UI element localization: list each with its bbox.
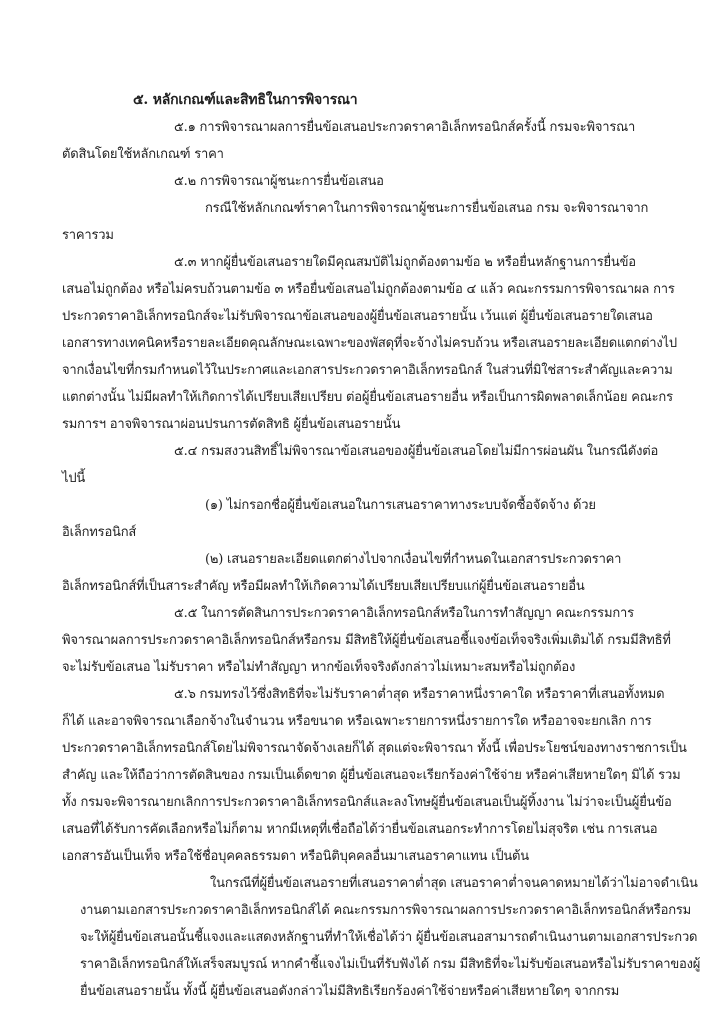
paragraph-line: ยื่นข้อเสนอรายนั้น ทั้งนี้ ผู้ยื่นข้อเสนอดังกล่าวไม่มีสิทธิเรียกร้องค่าใช้จ่ายหรือค่าเสียหายใดๆ จากกรม bbox=[80, 984, 620, 999]
paragraph-line: สำคัญ และให้ถือว่าการตัดสินของ กรมเป็นเด็ดขาด ผู้ยื่นข้อเสนอจะเรียกร้องค่าใช้จ่าย หรือค่าเสียหายใดๆ มิได้ รวม bbox=[62, 768, 681, 783]
paragraph-line: จากเงื่อนไขที่กรมกำหนดไว้ในประกาศและเอกสารประกวดราคาอิเล็กทรอนิกส์ ในส่วนที่มิใช่สาระสำคัญและความ bbox=[62, 363, 673, 378]
paragraph-line: ก็ได้ และอาจพิจารณาเลือกจ้างในจำนวน หรือขนาด หรือเฉพาะรายการหนึ่งรายการใด หรืออาจจะยกเลิก การ bbox=[62, 714, 652, 729]
paragraph-line: (๒) เสนอรายละเอียดแตกต่างไปจากเงื่อนไขที่กำหนดในเอกสารประกวดราคา bbox=[205, 552, 622, 567]
paragraph-line: รมการฯ อาจพิจารณาผ่อนปรนการตัดสิทธิ ผู้ยื่นข้อเสนอรายนั้น bbox=[62, 417, 401, 432]
paragraph-line: เสนอไม่ถูกต้อง หรือไม่ครบถ้วนตามข้อ ๓ หรือยื่นข้อเสนอไม่ถูกต้องตามข้อ ๔ แล้ว คณะกรรมการพิจารณาผล การ bbox=[62, 282, 675, 297]
paragraph-line: ทั้ง กรมจะพิจารณายกเลิกการประกวดราคาอิเล็กทรอนิกส์และลงโทษผู้ยื่นข้อเสนอเป็นผู้ทิ้งงาน ไม่ว่าจะเป็นผู้ยื่นข้อ bbox=[62, 795, 672, 810]
paragraph-line: ๕.๔ กรมสงวนสิทธิ์ไม่พิจารณาข้อเสนอของผู้ยื่นข้อเสนอโดยไม่มีการผ่อนผัน ในกรณีดังต่อ bbox=[174, 444, 659, 459]
section-heading: ๕. หลักเกณฑ์และสิทธิในการพิจารณา bbox=[133, 92, 358, 108]
paragraph-line: พิจารณาผลการประกวดราคาอิเล็กทรอนิกส์หรือกรม มีสิทธิให้ผู้ยื่นข้อเสนอชี้แจงข้อเท็จจริงเพิ่มเติมได้ กรมมีสิทธิที่ bbox=[62, 633, 671, 648]
paragraph-line: ประกวดราคาอิเล็กทรอนิกส์จะไม่รับพิจารณาข้อเสนอของผู้ยื่นข้อเสนอรายนั้น เว้นแต่ ผู้ยื่นข้อเสนอรายใดเสนอ bbox=[62, 309, 653, 324]
paragraph-line: ราคารวม bbox=[62, 228, 114, 243]
paragraph-line: อิเล็กทรอนิกส์ที่เป็นสาระสำคัญ หรือมีผลทำให้เกิดความได้เปรียบเสียเปรียบแก่ผู้ยื่นข้อเสนอรายอื่น bbox=[62, 579, 585, 594]
paragraph-line: ๕.๕ ในการตัดสินการประกวดราคาอิเล็กทรอนิกส์หรือในการทำสัญญา คณะกรรมการ bbox=[174, 606, 634, 621]
paragraph-line: แตกต่างนั้น ไม่มีผลทำให้เกิดการได้เปรียบเสียเปรียบ ต่อผู้ยื่นข้อเสนอรายอื่น หรือเป็นการผิดพลาดเล็กน้อย คณะกร bbox=[62, 390, 673, 405]
paragraph-line: งานตามเอกสารประกวดราคาอิเล็กทรอนิกส์ได้ คณะกรรมการพิจารณาผลการประกวดราคาอิเล็กทรอนิกส์หรือกรม bbox=[80, 903, 692, 918]
paragraph-line: ในกรณีที่ผู้ยื่นข้อเสนอรายที่เสนอราคาต่ำสุด เสนอราคาต่ำจนคาดหมายได้ว่าไม่อาจดำเนิน bbox=[210, 876, 698, 891]
paragraph-line: ไปนี้ bbox=[62, 471, 86, 486]
paragraph-line: เสนอที่ได้รับการคัดเลือกหรือไม่ก็ตาม หากมีเหตุที่เชื่อถือได้ว่ายื่นข้อเสนอกระทำการโดยไม่สุจริต เช่น การเสนอ bbox=[62, 822, 658, 837]
paragraph-line: เอกสารอันเป็นเท็จ หรือใช้ชื่อบุคคลธรรมดา หรือนิติบุคคลอื่นมาเสนอราคาแทน เป็นต้น bbox=[62, 849, 529, 864]
paragraph-line: ตัดสินโดยใช้หลักเกณฑ์ ราคา bbox=[62, 147, 224, 162]
paragraph-line: ราคาอิเล็กทรอนิกส์ให้เสร็จสมบูรณ์ หากคำชี้แจงไม่เป็นที่รับฟังได้ กรม มีสิทธิที่จะไม่รับข้อเสนอหรือไม่รับราคาของผู้ bbox=[80, 957, 701, 972]
paragraph-line: ประกวดราคาอิเล็กทรอนิกส์โดยไม่พิจารณาจัดจ้างเลยก็ได้ สุดแต่จะพิจารณา ทั้งนี้ เพื่อประโยชน์ของทางราชการเป็น bbox=[62, 741, 687, 756]
paragraph-line: ๕.๑ การพิจารณาผลการยื่นข้อเสนอประกวดราคาอิเล็กทรอนิกส์ครั้งนี้ กรมจะพิจารณา bbox=[174, 120, 636, 135]
paragraph-line: เอกสารทางเทคนิคหรือรายละเอียดคุณลักษณะเฉพาะของพัสดุที่จะจ้างไม่ครบถ้วน หรือเสนอรายละเอียดแตกต่างไป bbox=[62, 336, 677, 351]
paragraph-line: (๑) ไม่กรอกชื่อผู้ยื่นข้อเสนอในการเสนอราคาทางระบบจัดซื้อจัดจ้าง ด้วย bbox=[205, 498, 596, 513]
paragraph-line: ๕.๖ กรมทรงไว้ซึ่งสิทธิที่จะไม่รับราคาต่ำสุด หรือราคาหนึ่งราคาใด หรือราคาที่เสนอทั้งหมด bbox=[174, 687, 665, 702]
paragraph-line: จะให้ผู้ยื่นข้อเสนอนั้นชี้แจงและแสดงหลักฐานที่ทำให้เชื่อได้ว่า ผู้ยื่นข้อเสนอสามารถดำเนินงานตามเอกสารประกวด bbox=[80, 930, 698, 945]
paragraph-line: อิเล็กทรอนิกส์ bbox=[62, 525, 137, 540]
paragraph-line: กรณีใช้หลักเกณฑ์ราคาในการพิจารณาผู้ชนะการยื่นข้อเสนอ กรม จะพิจารณาจาก bbox=[205, 201, 649, 216]
paragraph-line: ๕.๓ หากผู้ยื่นข้อเสนอรายใดมีคุณสมบัติไม่ถูกต้องตามข้อ ๒ หรือยื่นหลักฐานการยื่นข้อ bbox=[174, 255, 636, 270]
paragraph-line: ๕.๒ การพิจารณาผู้ชนะการยื่นข้อเสนอ bbox=[174, 174, 384, 189]
paragraph-line: จะไม่รับข้อเสนอ ไม่รับราคา หรือไม่ทำสัญญา หากข้อเท็จจริงดังกล่าวไม่เหมาะสมหรือไม่ถูกต้อง bbox=[62, 660, 576, 675]
